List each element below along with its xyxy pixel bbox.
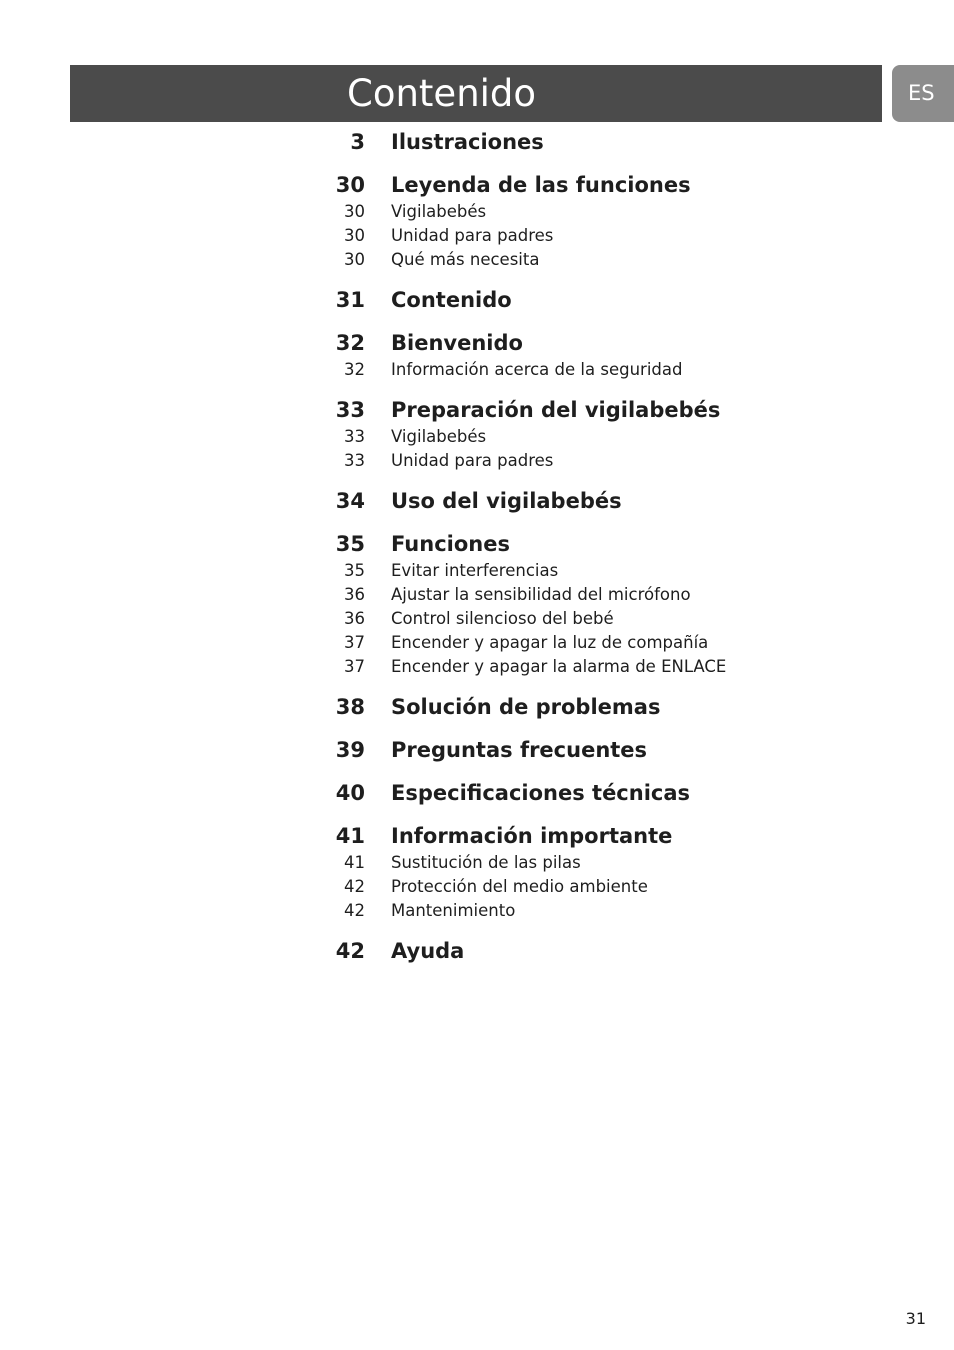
toc-entry-title: Solución de problemas bbox=[391, 695, 661, 719]
toc-subentry-page: 36 bbox=[344, 585, 365, 604]
toc-entry bbox=[332, 735, 752, 765]
toc-subentry-page: 30 bbox=[344, 250, 365, 269]
toc-entry bbox=[332, 821, 752, 851]
toc-section bbox=[332, 735, 752, 765]
toc-entry bbox=[332, 127, 752, 157]
toc-subentry-page: 41 bbox=[344, 853, 365, 872]
toc-section bbox=[332, 170, 752, 272]
toc-entry bbox=[332, 692, 752, 722]
toc-subentry-page: 33 bbox=[344, 451, 365, 470]
toc-entry bbox=[332, 395, 752, 425]
language-tab-label: ES bbox=[908, 81, 935, 105]
toc-subentry-title: Unidad para padres bbox=[391, 226, 554, 245]
toc-entry-title: Bienvenido bbox=[391, 331, 523, 355]
toc-entry bbox=[332, 936, 752, 966]
toc-subentry-title: Evitar interferencias bbox=[391, 561, 559, 580]
toc-entry-page: 31 bbox=[335, 288, 365, 312]
toc-section bbox=[332, 821, 752, 923]
toc-entry-page: 42 bbox=[335, 939, 365, 963]
toc-subentry bbox=[332, 358, 752, 382]
toc-subentry bbox=[332, 449, 752, 473]
toc-subentry bbox=[332, 559, 752, 583]
toc-subentry-title: Encender y apagar la alarma de ENLACE bbox=[391, 657, 727, 676]
page-title: Contenido bbox=[347, 72, 537, 115]
toc-entry-title: Ayuda bbox=[391, 939, 465, 963]
toc-subentry-page: 32 bbox=[344, 360, 365, 379]
page-number: 31 bbox=[905, 1309, 926, 1328]
toc-subentry-page: 42 bbox=[344, 877, 365, 896]
toc-subentry bbox=[332, 583, 752, 607]
toc-entry-page: 41 bbox=[335, 824, 365, 848]
toc-entry-page: 30 bbox=[335, 173, 365, 197]
toc-subentry bbox=[332, 631, 752, 655]
language-tab bbox=[892, 65, 954, 122]
toc-subentry-page: 42 bbox=[344, 901, 365, 920]
toc-section bbox=[332, 486, 752, 516]
toc-section bbox=[332, 936, 752, 966]
toc-entry-title: Especificaciones técnicas bbox=[391, 781, 691, 805]
toc-section bbox=[332, 285, 752, 315]
toc-subentry-title: Unidad para padres bbox=[391, 451, 554, 470]
toc-subentry-page: 37 bbox=[344, 633, 365, 652]
toc-section bbox=[332, 529, 752, 679]
toc-subentry bbox=[332, 200, 752, 224]
toc-entry-page: 3 bbox=[350, 130, 365, 154]
toc-entry-page: 35 bbox=[335, 532, 365, 556]
toc-subentry-title: Protección del medio ambiente bbox=[391, 877, 648, 896]
toc-entry bbox=[332, 486, 752, 516]
toc-subentry bbox=[332, 224, 752, 248]
toc-section bbox=[332, 778, 752, 808]
toc-subentry-page: 33 bbox=[344, 427, 365, 446]
toc-section bbox=[332, 395, 752, 473]
toc-subentry-title: Vigilabebés bbox=[391, 427, 487, 446]
toc-subentry-page: 30 bbox=[344, 226, 365, 245]
toc-subentry-page: 35 bbox=[344, 561, 365, 580]
toc-entry-page: 33 bbox=[335, 398, 365, 422]
toc-entry bbox=[332, 529, 752, 559]
toc-subentry-title: Información acerca de la seguridad bbox=[391, 360, 683, 379]
toc-entry-page: 32 bbox=[335, 331, 365, 355]
toc-entry-page: 38 bbox=[335, 695, 365, 719]
toc-entry-title: Ilustraciones bbox=[391, 130, 544, 154]
toc-entry-title: Información importante bbox=[391, 824, 673, 848]
toc-subentry-title: Control silencioso del bebé bbox=[391, 609, 614, 628]
toc-subentry-title: Mantenimiento bbox=[391, 901, 516, 920]
toc-subentry-title: Encender y apagar la luz de compañía bbox=[391, 633, 709, 652]
toc-entry-title: Leyenda de las funciones bbox=[391, 173, 691, 197]
toc-entry bbox=[332, 778, 752, 808]
toc-subentry-title: Ajustar la sensibilidad del micrófono bbox=[391, 585, 691, 604]
toc-section bbox=[332, 328, 752, 382]
table-of-contents bbox=[332, 127, 752, 979]
toc-section bbox=[332, 127, 752, 157]
toc-section bbox=[332, 692, 752, 722]
toc-subentry bbox=[332, 607, 752, 631]
toc-subentry bbox=[332, 248, 752, 272]
toc-subentry bbox=[332, 425, 752, 449]
toc-subentry-page: 30 bbox=[344, 202, 365, 221]
toc-entry bbox=[332, 285, 752, 315]
toc-subentry bbox=[332, 899, 752, 923]
toc-entry-page: 39 bbox=[335, 738, 365, 762]
toc-subentry-title: Vigilabebés bbox=[391, 202, 487, 221]
toc-subentry-title: Sustitución de las pilas bbox=[391, 853, 581, 872]
toc-entry bbox=[332, 328, 752, 358]
toc-entry-title: Contenido bbox=[391, 288, 512, 312]
toc-subentry-page: 36 bbox=[344, 609, 365, 628]
toc-entry-title: Uso del vigilabebés bbox=[391, 489, 622, 513]
toc-entry-page: 40 bbox=[335, 781, 365, 805]
toc-subentry-page: 37 bbox=[344, 657, 365, 676]
toc-entry bbox=[332, 170, 752, 200]
toc-entry-title: Funciones bbox=[391, 532, 510, 556]
toc-subentry bbox=[332, 655, 752, 679]
title-bar bbox=[70, 65, 882, 122]
toc-entry-title: Preparación del vigilabebés bbox=[391, 398, 721, 422]
toc-subentry bbox=[332, 851, 752, 875]
toc-subentry bbox=[332, 875, 752, 899]
toc-subentry-title: Qué más necesita bbox=[391, 250, 540, 269]
toc-entry-page: 34 bbox=[335, 489, 365, 513]
toc-entry-title: Preguntas frecuentes bbox=[391, 738, 648, 762]
